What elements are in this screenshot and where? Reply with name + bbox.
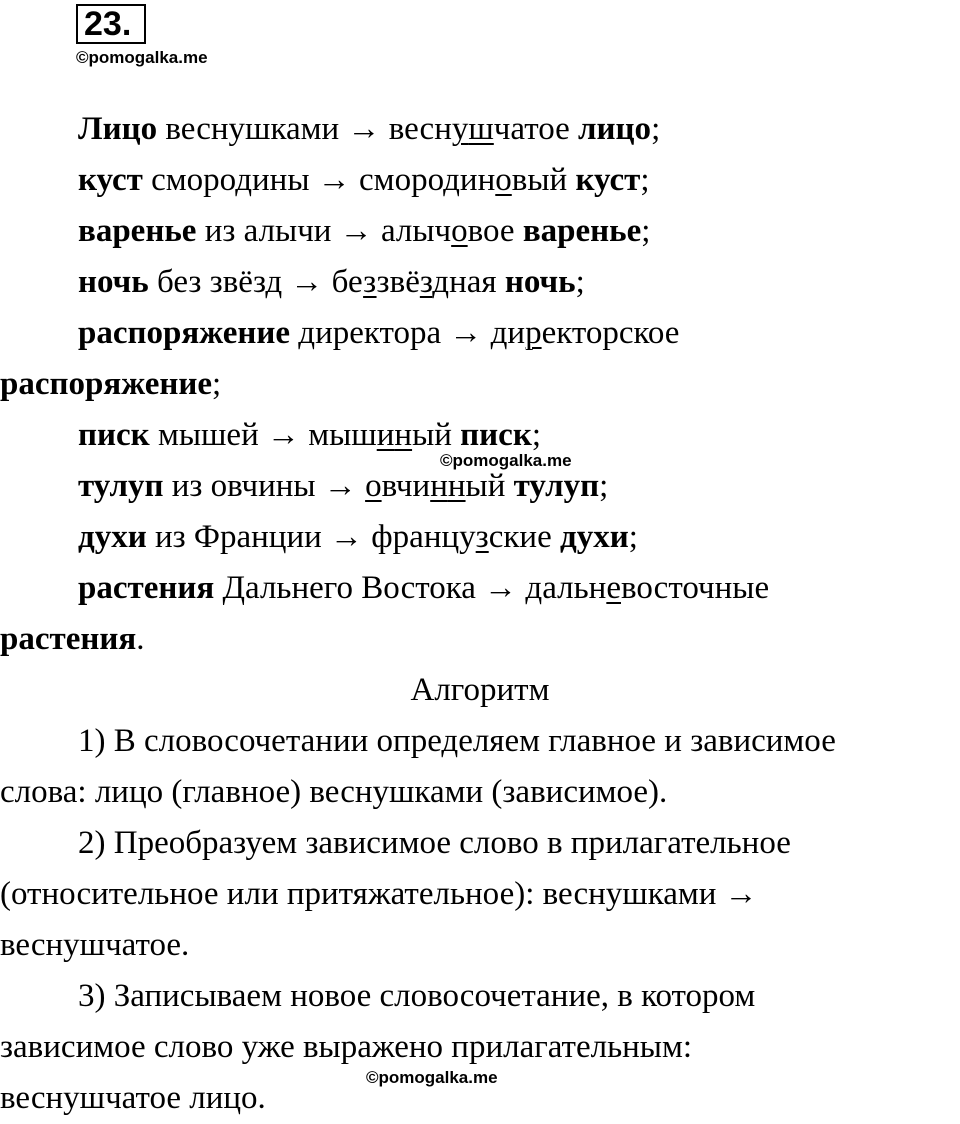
punctuation: ; xyxy=(531,417,542,453)
punctuation: ; xyxy=(628,519,638,555)
dependent-word: из алычи xyxy=(204,213,332,249)
adjective: овчинный xyxy=(365,468,506,504)
main-word: лицо xyxy=(578,111,652,147)
pair-line xyxy=(0,308,960,359)
adjective: мышиный xyxy=(308,417,452,453)
pair-line xyxy=(0,257,960,308)
arrow: → xyxy=(290,264,324,300)
underlined-letter: е xyxy=(606,570,621,606)
algorithm-title: Алгоритм xyxy=(410,672,550,708)
main-word: варенье xyxy=(522,213,642,249)
arrow: → xyxy=(317,162,351,198)
dependent-word: без звёзд xyxy=(156,264,283,300)
main-word: тулуп xyxy=(78,468,164,504)
pair-line xyxy=(0,206,960,257)
watermark-middle: ©pomogalka.me xyxy=(440,451,572,470)
watermark-top: ©pomogalka.me xyxy=(76,48,208,67)
underlined-letter: з xyxy=(363,264,377,300)
underlined-letter: н xyxy=(430,468,448,504)
main-word: куст xyxy=(78,162,143,198)
main-word: распоряжение xyxy=(0,366,213,402)
answer-text xyxy=(0,104,960,1124)
dependent-word: Дальнего Востока xyxy=(222,570,476,606)
underlined-letter: р xyxy=(525,315,542,351)
underlined-letter: з xyxy=(419,264,433,300)
arrow: → xyxy=(347,111,381,147)
arrow: → xyxy=(449,315,483,351)
main-word: духи xyxy=(78,519,147,555)
pair-line xyxy=(0,155,960,206)
main-word: духи xyxy=(560,519,629,555)
underlined-letter: ш xyxy=(468,111,494,147)
dependent-word: мышей xyxy=(157,417,259,453)
pair-line xyxy=(0,512,960,563)
algorithm-step-1: 1) В словосочетании определяем главное и зависимое xyxy=(78,723,836,759)
algorithm-step-3: 3) Записываем новое словосочетание, в котором xyxy=(78,978,756,1014)
adjective: алычовое xyxy=(380,213,515,249)
main-word: ночь xyxy=(504,264,576,300)
underlined-letter: н xyxy=(447,468,466,504)
dependent-word: директора xyxy=(298,315,442,351)
underlined-letter: з xyxy=(475,519,489,555)
main-word: варенье xyxy=(78,213,197,249)
punctuation: . xyxy=(136,621,145,657)
punctuation: ; xyxy=(212,366,222,402)
algorithm-step-1-cont: слова: лицо (главное) веснушками (зависимое). xyxy=(0,774,668,810)
underlined-letter: и xyxy=(376,417,395,453)
arrow: → xyxy=(484,570,518,606)
pair-line-continued xyxy=(0,359,960,410)
arrow: → xyxy=(323,468,357,504)
pair-line xyxy=(0,563,960,614)
adjective: французские xyxy=(371,519,552,555)
algorithm-step-2-cont: веснушчатое. xyxy=(0,927,190,963)
arrow: → xyxy=(330,519,364,555)
dependent-word: из овчины xyxy=(171,468,316,504)
arrow: → xyxy=(266,417,300,453)
watermark-bottom: ©pomogalka.me xyxy=(366,1068,498,1087)
main-word: куст xyxy=(575,162,641,198)
main-word: ночь xyxy=(78,264,149,300)
dependent-word: из Франции xyxy=(154,519,322,555)
main-word: растения xyxy=(78,570,215,606)
arrow: → xyxy=(339,213,373,249)
adjective: директорское xyxy=(490,315,680,351)
main-word: писк xyxy=(78,417,150,453)
pair-line xyxy=(0,461,960,512)
pair-line-continued xyxy=(0,614,960,665)
adjective: веснушчатое xyxy=(388,111,570,147)
task-number-box: 23. xyxy=(76,4,146,44)
main-word: тулуп xyxy=(513,468,600,504)
adjective: беззвёздная xyxy=(331,264,497,300)
underlined-letter: у xyxy=(451,111,469,147)
punctuation: ; xyxy=(640,162,650,198)
dependent-word: смородины xyxy=(151,162,310,198)
main-word: растения xyxy=(0,621,137,657)
pair-line xyxy=(0,410,960,461)
algorithm-step-2-cont: (относительное или притяжательное): веснушками → xyxy=(0,876,758,912)
underlined-letter: о xyxy=(365,468,382,504)
adjective: смородиновый xyxy=(359,162,568,198)
algorithm-step-3-cont: веснушчатое лицо. xyxy=(0,1080,266,1116)
pair-line xyxy=(0,104,960,155)
underlined-letter: о xyxy=(495,162,512,198)
main-word: Лицо xyxy=(78,111,158,147)
underlined-letter: н xyxy=(394,417,413,453)
underlined-letter: о xyxy=(451,213,468,249)
punctuation: ; xyxy=(575,264,585,300)
punctuation: ; xyxy=(599,468,609,504)
main-word: распоряжение xyxy=(78,315,291,351)
main-word: писк xyxy=(460,417,532,453)
algorithm-step-3-cont: зависимое слово уже выражено прилагательным: xyxy=(0,1029,693,1065)
punctuation: ; xyxy=(651,111,661,147)
punctuation: ; xyxy=(641,213,651,249)
adjective: дальневосточные xyxy=(525,570,770,606)
dependent-word: веснушками xyxy=(165,111,340,147)
algorithm-step-2: 2) Преобразуем зависимое слово в прилагательное xyxy=(78,825,791,861)
